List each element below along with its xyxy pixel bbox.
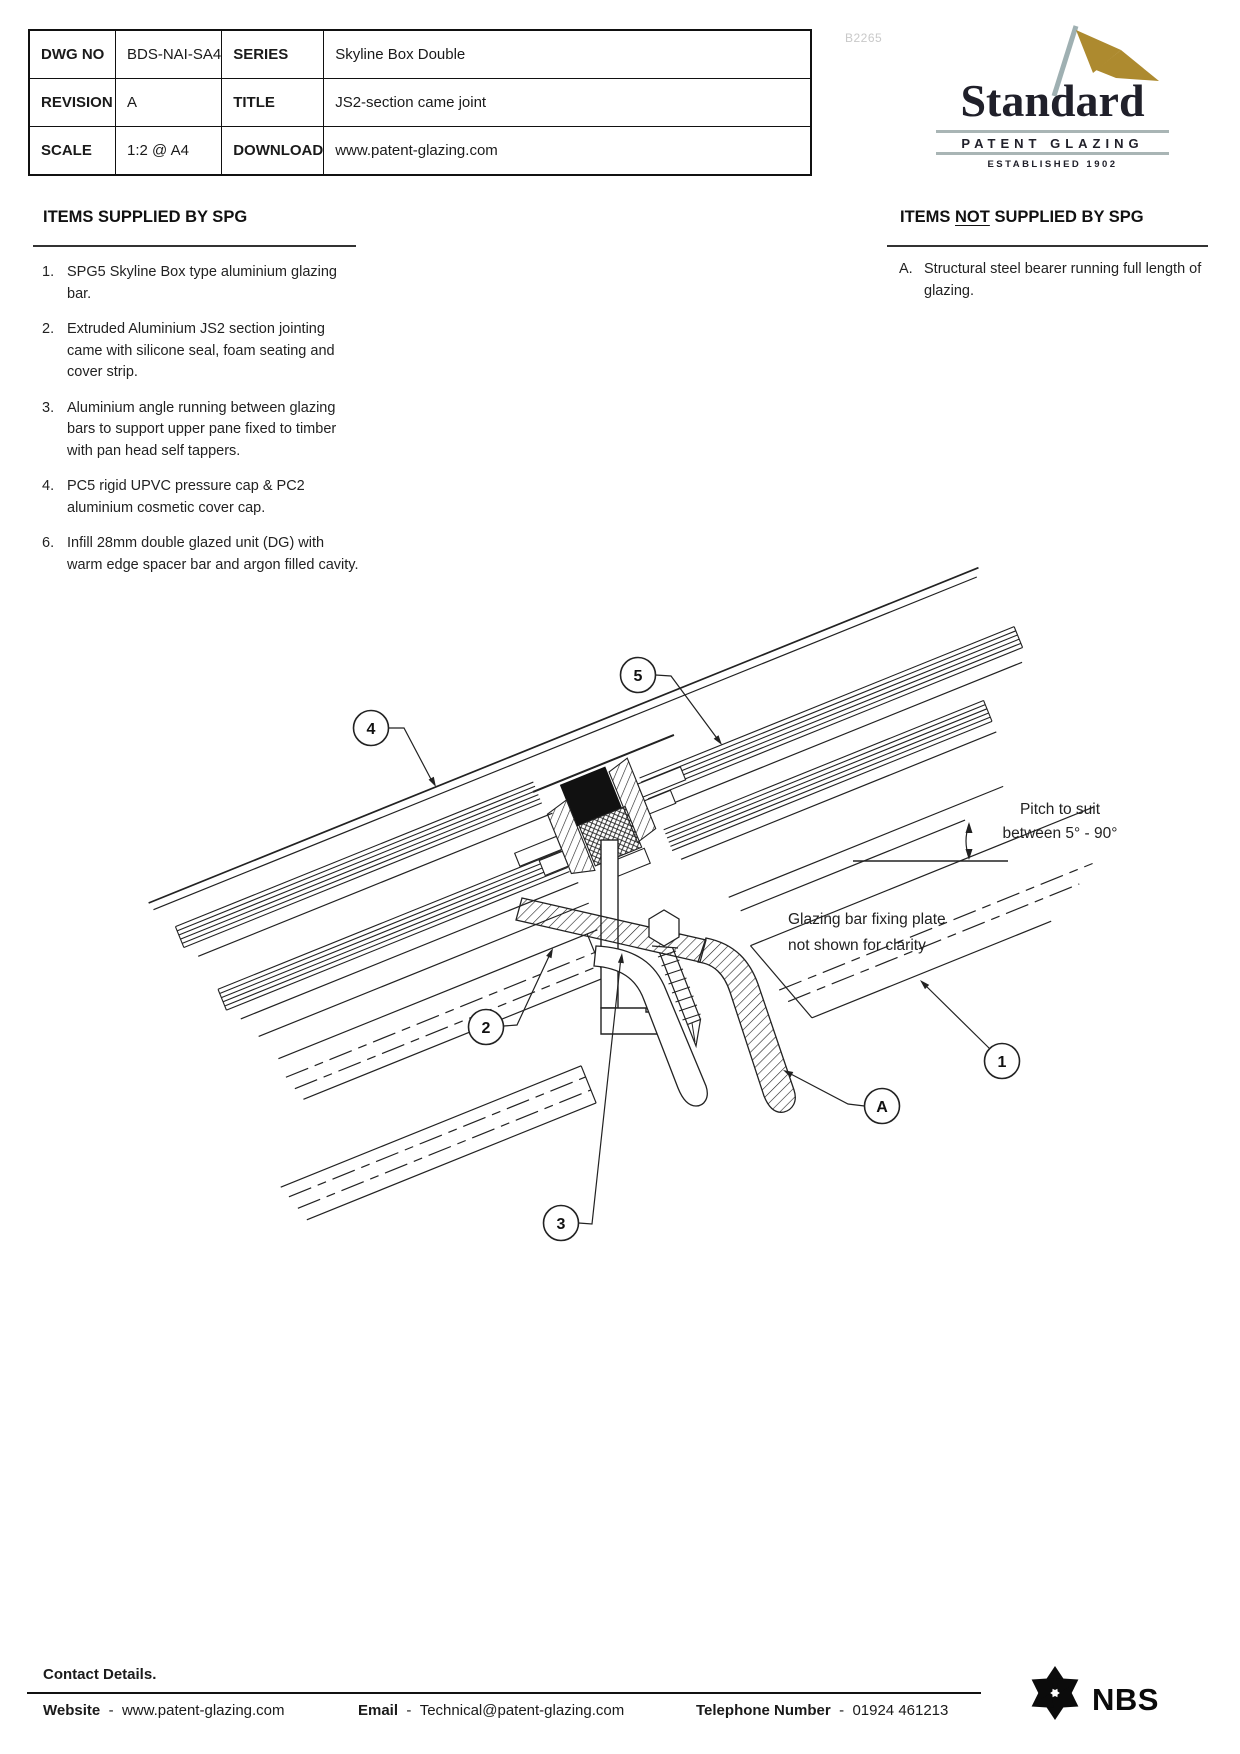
callout-5 xyxy=(621,658,656,693)
section-drawing xyxy=(0,545,1240,1260)
logo-subtitle: PATENT GLAZING xyxy=(961,136,1144,151)
heading-part: SUPPLIED BY SPG xyxy=(989,208,1144,226)
item-text: PC5 rigid UPVC pressure cap & PC2 aluminium cosmetic cover cap. xyxy=(67,478,305,516)
footer-rule xyxy=(27,1692,981,1694)
company-logo xyxy=(930,20,1175,172)
list-item xyxy=(42,398,360,463)
not-supplied-rule xyxy=(887,245,1208,247)
nbs-logo-text: NBS xyxy=(1092,1682,1159,1717)
fixing-plate-note-line1: Glazing bar fixing plate xyxy=(788,911,946,928)
svg-text:4: 4 xyxy=(366,721,376,738)
website-value[interactable]: www.patent-glazing.com xyxy=(121,1702,285,1719)
supplied-list xyxy=(42,262,360,590)
download-label: DOWNLOAD xyxy=(222,127,324,176)
svg-text:3: 3 xyxy=(556,1216,566,1233)
lower-left-pane xyxy=(218,851,569,1010)
revision-label: REVISION xyxy=(29,79,116,127)
pitch-annotation-line2: between 5° - 90° xyxy=(1002,825,1118,842)
website-group xyxy=(43,1702,285,1719)
heading-part: ITEMS xyxy=(900,208,956,226)
list-item xyxy=(899,259,1221,302)
lower-right-pane xyxy=(664,700,992,850)
pitch-annotation-line1: Pitch to suit xyxy=(1019,801,1101,818)
item-text: Aluminium angle running between glazing bars to support upper pane fixed to timber with pan head self tappers. xyxy=(67,399,337,459)
item-text: SPG5 Skyline Box type aluminium glazing bar. xyxy=(67,264,337,302)
upper-left-pane xyxy=(175,782,541,947)
heading-not: NOT xyxy=(955,208,990,226)
phone-group xyxy=(696,1702,948,1719)
svg-text:5: 5 xyxy=(633,668,643,685)
item-number: 2. xyxy=(42,321,55,337)
list-item xyxy=(42,262,360,305)
callout-4 xyxy=(354,711,389,746)
not-supplied-list xyxy=(899,259,1221,316)
item-number: 1. xyxy=(42,264,55,280)
callout-1 xyxy=(985,1044,1020,1079)
item-text: Extruded Aluminium JS2 section jointing came with silicone seal, foam seating and cover strip. xyxy=(67,321,335,380)
title-value: JS2-section came joint xyxy=(324,79,812,127)
email-value[interactable]: Technical@patent-glazing.com xyxy=(419,1702,625,1719)
scale-label: SCALE xyxy=(29,127,116,176)
supplied-rule xyxy=(33,245,356,247)
website-label: Website xyxy=(43,1702,101,1719)
email-group xyxy=(358,1702,624,1719)
callout-2 xyxy=(469,1010,504,1045)
watermark: B2265 xyxy=(845,31,883,45)
phone-value: 01924 461213 xyxy=(852,1702,949,1719)
series-value: Skyline Box Double xyxy=(324,30,812,79)
svg-text:1: 1 xyxy=(997,1054,1007,1071)
table-row xyxy=(29,79,811,127)
callout-A xyxy=(865,1089,900,1124)
supplied-heading: ITEMS SUPPLIED BY SPG xyxy=(43,208,248,226)
item-text: Structural steel bearer running full length of glazing. xyxy=(924,261,1202,299)
nbs-logo-icon xyxy=(1026,1664,1084,1722)
left-dashed-bearer xyxy=(286,953,600,1091)
logo-rule-top xyxy=(936,130,1169,133)
contact-heading: Contact Details. xyxy=(43,1666,157,1683)
item-number: A. xyxy=(899,261,913,277)
list-item xyxy=(42,476,360,519)
table-row xyxy=(29,127,811,176)
logo-rule-bottom xyxy=(936,152,1169,155)
email-label: Email xyxy=(358,1702,399,1719)
separator: - xyxy=(839,1702,845,1719)
logo-wordmark: Standard xyxy=(960,75,1145,126)
item-number: 4. xyxy=(42,478,55,494)
separator: - xyxy=(108,1702,114,1719)
callout-3 xyxy=(544,1206,579,1241)
item-text: Infill 28mm double glazed unit (DG) with warm edge spacer bar and argon filled cavity. xyxy=(67,535,359,573)
separator: - xyxy=(406,1702,412,1719)
dwg-no-label: DWG NO xyxy=(29,30,116,79)
title-label: TITLE xyxy=(222,79,324,127)
item-number: 3. xyxy=(42,399,55,416)
table-row xyxy=(29,30,811,79)
phone-label: Telephone Number xyxy=(696,1702,831,1719)
dwg-no-value: BDS-NAI-SA4 xyxy=(116,30,222,79)
logo-established: ESTABLISHED 1902 xyxy=(987,159,1118,170)
fixing-plate-note-line2: not shown for clarity xyxy=(788,937,926,954)
title-block-table xyxy=(28,29,812,176)
title-block xyxy=(28,29,812,176)
section-drawing-svg xyxy=(0,545,1240,1260)
not-supplied-heading xyxy=(900,208,1144,227)
scale-value: 1:2 @ A4 xyxy=(116,127,222,176)
glazing-bar-stem xyxy=(516,840,795,1112)
svg-text:2: 2 xyxy=(481,1020,491,1037)
revision-value: A xyxy=(116,79,222,127)
lower-left-dashed xyxy=(289,1077,591,1210)
svg-text:A: A xyxy=(876,1099,888,1116)
steel-bearer-leg xyxy=(698,938,795,1112)
download-value[interactable]: www.patent-glazing.com xyxy=(324,127,812,176)
series-label: SERIES xyxy=(222,30,324,79)
item-number: 6. xyxy=(42,535,55,551)
list-item xyxy=(42,319,360,384)
